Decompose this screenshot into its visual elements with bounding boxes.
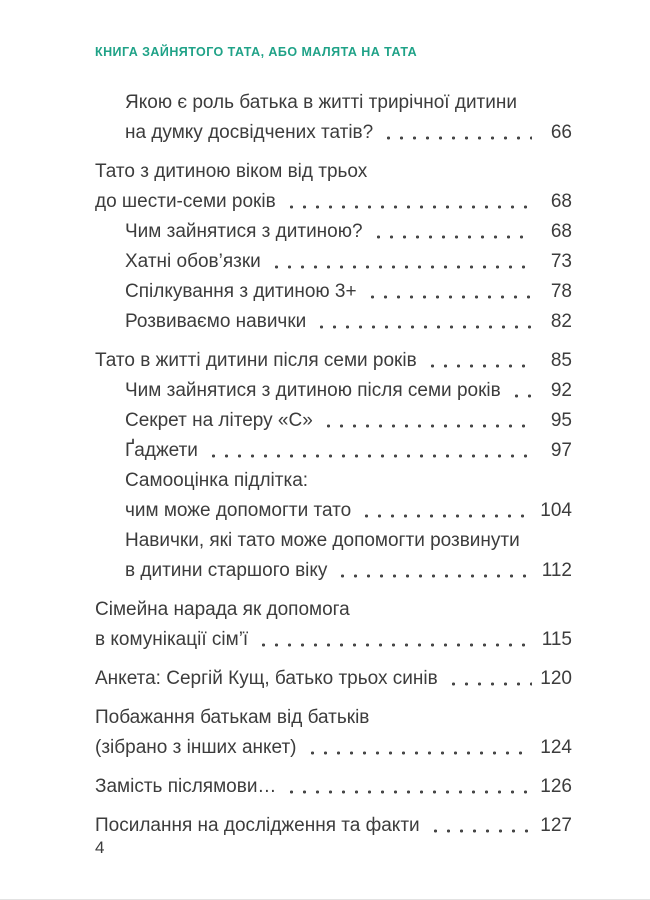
toc-entry[interactable] (95, 376, 572, 406)
toc-entry[interactable] (95, 346, 572, 376)
toc-entry-page-number: 92 (550, 380, 572, 401)
dot-leader (336, 556, 532, 586)
toc-line (125, 406, 572, 436)
toc-entry[interactable] (95, 526, 572, 586)
toc-line (125, 436, 572, 466)
page-number: 4 (95, 838, 105, 857)
toc-entry-text: Ґаджети (125, 440, 198, 461)
dot-leader (366, 277, 532, 307)
toc-entry-page-number: 68 (550, 221, 572, 242)
toc-entry-text: Побажання батькам від батьків (95, 707, 370, 728)
toc-line (95, 811, 572, 841)
dot-leader (429, 811, 532, 841)
toc-entry-page-number: 66 (550, 122, 572, 143)
toc-entry-text: в дитини старшого віку (125, 560, 328, 581)
table-of-contents (95, 88, 572, 841)
toc-line (95, 157, 572, 187)
toc-line (95, 346, 572, 376)
toc-entry[interactable] (95, 664, 572, 694)
toc-line (125, 217, 572, 247)
toc-line (125, 496, 572, 526)
toc-entry-text: Хатні обов’язки (125, 251, 261, 272)
toc-entry-text: Спілкування з дитиною 3+ (125, 281, 357, 302)
toc-entry-page-number: 126 (540, 776, 572, 797)
toc-entry-page-number: 115 (541, 629, 572, 650)
toc-entry[interactable] (95, 217, 572, 247)
toc-entry-page-number: 73 (550, 251, 572, 272)
toc-entry-text: Тато з дитиною віком від трьох (95, 161, 368, 182)
running-header: КНИГА ЗАЙНЯТОГО ТАТА, АБО МАЛЯТА НА ТАТА (95, 45, 418, 59)
toc-entry-text: (зібрано з інших анкет) (95, 737, 297, 758)
toc-entry[interactable] (95, 307, 572, 337)
toc-entry-text: Сімейна нарада як допомога (95, 599, 350, 620)
toc-entry[interactable] (95, 703, 572, 763)
toc-entry-page-number: 68 (550, 191, 572, 212)
toc-line (125, 376, 572, 406)
toc-entry[interactable] (95, 277, 572, 307)
dot-leader (270, 247, 532, 277)
toc-entry-text: Секрет на літеру «С» (125, 410, 313, 431)
dot-leader (447, 664, 532, 694)
toc-entry[interactable] (95, 772, 572, 802)
dot-leader (372, 217, 532, 247)
toc-entry[interactable] (95, 595, 572, 655)
dot-leader (285, 772, 532, 802)
dot-leader (306, 733, 532, 763)
toc-line (95, 625, 572, 655)
toc-entry[interactable] (95, 406, 572, 436)
toc-entry-text: Самооцінка підлітка: (125, 470, 309, 491)
toc-entry[interactable] (95, 811, 572, 841)
toc-entry-text: Тато в житті дитини після семи років (95, 350, 417, 371)
toc-line (125, 88, 572, 118)
toc-entry[interactable] (95, 436, 572, 466)
toc-entry-text: Чим зайнятися з дитиною? (125, 221, 363, 242)
toc-entry-page-number: 82 (550, 311, 572, 332)
toc-entry[interactable] (95, 466, 572, 526)
dot-leader (510, 376, 532, 406)
toc-entry-text: Навички, які тато може допомогти розвинути (125, 530, 520, 551)
dot-leader (426, 346, 532, 376)
toc-line (95, 595, 572, 625)
toc-entry-text: на думку досвідчених татів? (125, 122, 374, 143)
toc-line (95, 187, 572, 217)
dot-leader (285, 187, 532, 217)
toc-line (125, 556, 572, 586)
dot-leader (382, 118, 532, 148)
dot-leader (257, 625, 532, 655)
toc-line (95, 703, 572, 733)
toc-entry-text: Посилання на дослідження та факти (95, 815, 420, 836)
toc-entry-text: Чим зайнятися з дитиною після семи років (125, 380, 501, 401)
dot-leader (322, 406, 532, 436)
dot-leader (360, 496, 532, 526)
toc-entry[interactable] (95, 247, 572, 277)
toc-line (125, 247, 572, 277)
toc-entry-text: чим може допомогти тато (125, 500, 352, 521)
toc-line (95, 772, 572, 802)
toc-entry-page-number: 104 (540, 500, 572, 521)
toc-line (125, 277, 572, 307)
toc-entry-text: Якою є роль батька в житті трирічної дитини (125, 92, 517, 113)
dot-leader (207, 436, 532, 466)
toc-entry-text: в комунікації сім’ї (95, 629, 249, 650)
toc-line (95, 664, 572, 694)
toc-entry-text: Анкета: Сергій Кущ, батько трьох синів (95, 668, 438, 689)
toc-entry-page-number: 112 (541, 560, 572, 581)
toc-entry-page-number: 97 (550, 440, 572, 461)
toc-entry-text: Розвиваємо навички (125, 311, 307, 332)
toc-entry-page-number: 85 (550, 350, 572, 371)
toc-line (125, 307, 572, 337)
toc-line (125, 118, 572, 148)
toc-entry-page-number: 78 (550, 281, 572, 302)
toc-entry-text: Замість післямови… (95, 776, 277, 797)
toc-line (125, 466, 572, 496)
toc-entry-page-number: 124 (540, 737, 572, 758)
dot-leader (315, 307, 532, 337)
toc-entry-text: до шести-семи років (95, 191, 276, 212)
toc-entry[interactable] (95, 88, 572, 148)
toc-entry-page-number: 127 (540, 815, 572, 836)
toc-entry-page-number: 95 (550, 410, 572, 431)
toc-line (125, 526, 572, 556)
toc-line (95, 733, 572, 763)
toc-entry[interactable] (95, 157, 572, 217)
toc-entry-page-number: 120 (540, 668, 572, 689)
